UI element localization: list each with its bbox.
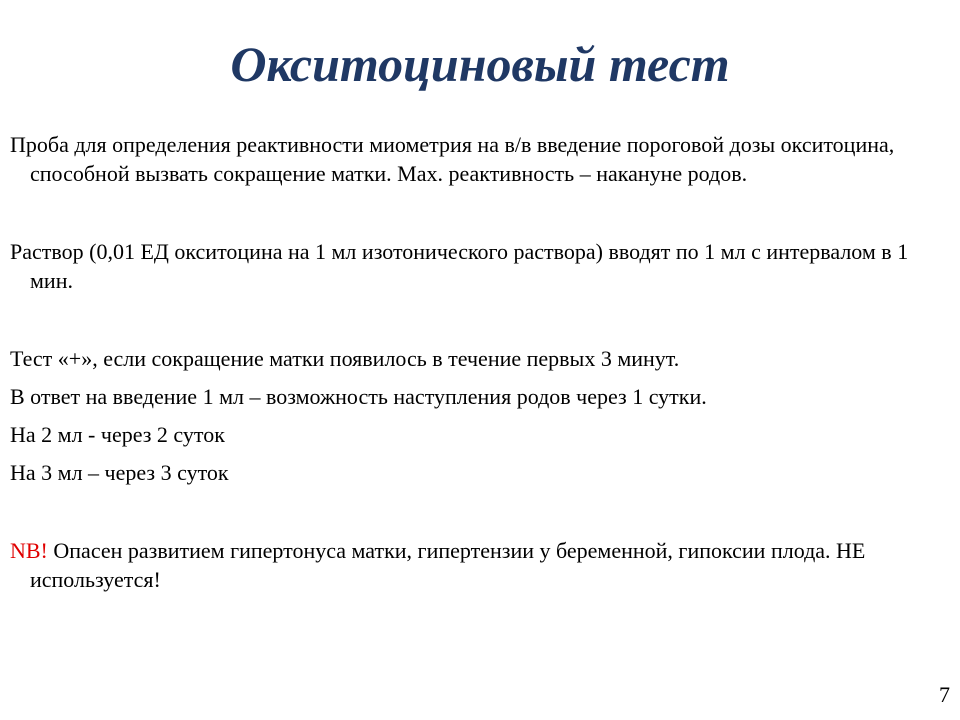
page-number: 7 <box>939 682 950 707</box>
paragraph-test-definition: Проба для определения реактивности миометрия на в/в введение пороговой дозы окситоцина, способной вызвать сокращение матки. Мах. реактивность – накануне родов. <box>10 132 895 186</box>
paragraph-warning <box>10 536 945 594</box>
warning-label: NB! <box>10 538 48 563</box>
paragraph-2ml-response: На 2 мл - через 2 суток <box>10 422 225 447</box>
paragraph-solution: Раствор (0,01 ЕД окситоцина на 1 мл изотонического раствора) вводят по 1 мл с интервалом в 1 мин. <box>10 239 909 293</box>
slide-title: Окситоциновый тест <box>230 36 730 92</box>
paragraph-1ml-response: В ответ на введение 1 мл – возможность наступления родов через 1 сутки. <box>10 384 707 409</box>
paragraph-positive-test: Тест «+», если сокращение матки появилось в течение первых 3 минут. <box>10 346 680 371</box>
paragraph-3ml-response: На 3 мл – через 3 суток <box>10 460 229 485</box>
slide-body <box>10 130 945 594</box>
warning-text: Опасен развитием гипертонуса матки, гипертензии у беременной, гипоксии плода. НЕ используется! <box>30 538 866 592</box>
